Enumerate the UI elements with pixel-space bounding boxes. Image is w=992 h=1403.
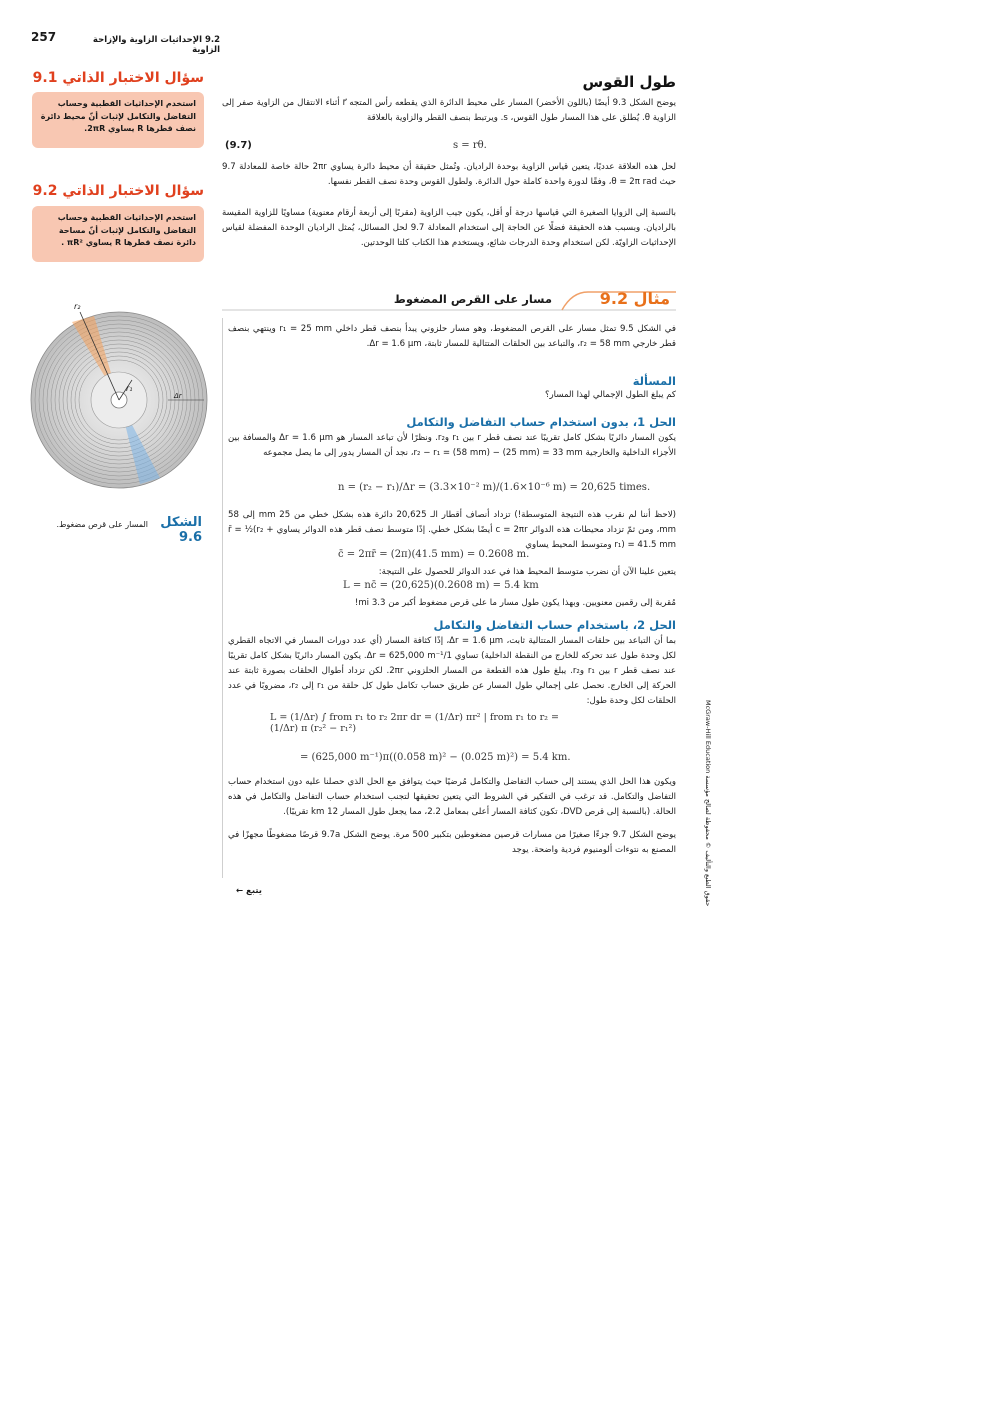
solution-1-paragraph-4: مُقربة إلى رقمين معنويين. وبهذا يكون طول مسار ما على قرص مضغوط أكبر من 3.3 mi! xyxy=(354,598,676,608)
equation-length-1: L = nc̄ = (20,625)(0.2608 m) = 5.4 km xyxy=(343,580,539,591)
section-title-arc-length: طول القوس xyxy=(582,73,676,91)
example-banner xyxy=(222,288,676,314)
delta-r-label: Δr xyxy=(174,392,182,400)
r2-label: r₂ xyxy=(74,302,81,311)
cd-figure xyxy=(28,300,210,500)
arc-length-paragraph-1: يوضح الشكل 9.3 أيضًا (باللون الأخضر) المسار على محيط الدائرة الذي يقطعه رأس المتجه r⃗ أثناء الانتقال من الزاوية صفر إلى الزاوية θ. يُطلق على هذا المسار طول القوس، s. ويرتبط بنصف القطر والزاوية بالعلاقة xyxy=(222,98,676,123)
solution-2-paragraph-3: يوضح الشكل 9.7 جزءًا صغيرًا من مسارات قرصين مضغوطين بتكبير 500 مرة. يوضح الشكل 9.7a قرصًا مضغوطًا مجهزًا في المصنع به نتوءات ألومنيوم فردية واضحة. يوجد xyxy=(228,830,676,855)
r1-label: r₁ xyxy=(126,384,133,393)
solution-1-heading: الحل 1، بدون استخدام حساب التفاضل والتكامل xyxy=(406,415,676,429)
solution-2-heading: الحل 2، باستخدام حساب التفاضل والتكامل xyxy=(433,618,676,632)
figure-caption: المسار على قرص مضغوط. xyxy=(56,520,148,529)
example-title: مسار على القرص المضغوط xyxy=(393,292,552,306)
equation-arc-length: s = rθ. xyxy=(453,140,487,151)
running-header: 9.2 الإحداثيات الزاوية والإزاحة الزاوية xyxy=(92,35,220,55)
continue-marker: يتبع ← xyxy=(235,886,262,896)
figure-label: الشكل 9.6 xyxy=(160,515,202,545)
solution-1-paragraph-2: (لاحظ أننا لم نقرب هذه النتيجة المتوسطة!) تزداد أنصاف أقطار الـ 20,625 دائرة هذه بشكل خطي من 25 mm إلى 58 mm، ومن ثمّ تزداد محيطات هذه الدوائر c = 2πr أيضًا بشكل خطي. إذًا متوسط نصف قطر هذه الدوائر يساوي r̄ = ½(r₂ + r₁) = 41.5 mm ومتوسط المحيط يساوي xyxy=(228,510,676,550)
cd-track-diagram xyxy=(28,300,210,500)
solution-2-paragraph-2: ويكون هذا الحل الذي يستند إلى حساب التفاضل والتكامل مُرضيًا حيث يتوافق مع الحل الذي حصلنا عليه دون استخدام حساب التفاضل والتكامل. قد ترغب في التفكير في الشروط التي يتعين تحقيقها لتجنب استخدام حساب التفاضل والتكامل في هذه الحالة. (بالنسبة إلى قرص DVD، تكون كثافة المسار أعلى بمعامل 2.2، مما يجعل طول المسار 12 km تقريبًا). xyxy=(228,777,676,817)
copyright-side-note: McGraw-Hill Education حقوق الطبع والتأليف © محفوظة لصالح مؤسسة xyxy=(704,700,712,907)
example-label: مثال 9.2 xyxy=(599,289,670,308)
arc-length-paragraph-3: بالنسبة إلى الزوايا الصغيرة التي قياسها درجة أو أقل، يكون جيب الزاوية (مقربًا إلى أربعة أرقام معنوية) مساويًا للزاوية المقيسة بالراديان. وبسبب هذه الحقيقة فضلًا عن الحاجة إلى استخدام المعادلة 9.7 لحل المسائل، يُمثل الراديان الوحدة المفضلة لقياس الإحداثيات الزاويّة. لكن استخدام وحدة الدرجات شائع، ويستخدم هذا الكتاب كلتا الوحدتين. xyxy=(222,208,677,248)
self-test-heading-1: سؤال الاختبار الذاتي 9.1 xyxy=(32,70,204,86)
problem-heading: المسألة xyxy=(632,374,676,388)
page-number: 257 xyxy=(31,30,57,44)
self-test-heading-2: سؤال الاختبار الذاتي 9.2 xyxy=(32,183,204,199)
example-left-rule xyxy=(222,318,223,878)
equation-length-2: = (625,000 m⁻¹)π((0.058 m)² − (0.025 m)²) = 5.4 km. xyxy=(300,752,571,763)
example-intro: في الشكل 9.5 تمثل مسار على القرص المضغوط، وهو مسار حلزوني يبدأ بنصف قطر داخلي r₁ = 25 mm وينتهي بنصف قطر خارجي r₂ = 58 mm، والتباعد بين الحلقات المتتالية للمسار ثابتة، Δr = 1.6 μm. xyxy=(228,324,677,349)
equation-turns: n = (r₂ − r₁)/Δr = (3.3×10⁻² m)/(1.6×10⁻⁶ m) = 20,625 times. xyxy=(338,482,651,493)
equation-mean-circumference: c̄ = 2πr̄ = (2π)(41.5 mm) = 0.2608 m. xyxy=(338,549,530,560)
solution-1-paragraph-3: يتعين علينا الآن أن نضرب متوسط المحيط هذا في عدد الدوائر للحصول على النتيجة: xyxy=(378,567,676,577)
self-test-box-2: استخدم الإحداثيات القطبية وحساب التفاضل والتكامل لإثبات أنّ مساحة دائرة نصف قطرها R يساوي πR² . xyxy=(32,206,204,262)
self-test-box-1: استخدم الإحداثيات القطبية وحساب التفاضل والتكامل لإثبات أنّ محيط دائرة نصف قطرها R يساوي 2πR. xyxy=(32,92,204,148)
arc-length-paragraph-2: لحل هذه العلاقة عدديًا، يتعين قياس الزاوية بوحدة الراديان. وتُمثل حقيقة أن محيط دائرة يساوي 2πr حالة خاصة للمعادلة 9.7 حيث θ = 2π rad، وفقًا لدورة واحدة كاملة حول الدائرة. ولطول القوس وحدة نصف القطر نفسها. xyxy=(222,162,677,187)
equation-integral: L = (1/Δr) ∫ from r₁ to r₂ 2πr dr = (1/Δr) πr² | from r₁ to r₂ = (1/Δr) π (r₂² − r₁²) xyxy=(270,712,559,734)
equation-number: (9.7) xyxy=(225,140,252,151)
problem-text: كم يبلغ الطول الإجمالي لهذا المسار؟ xyxy=(544,390,676,400)
solution-2-paragraph-1: بما أن التباعد بين حلقات المسار المتتالية ثابت، Δr = 1.6 μm، إذًا كثافة المسار (أي عدد دورات المسار في الاتجاه القطري لكل وحدة طول عند تحركه للخارج من النقطة الداخلية) تساوي 1/Δr = 625,000 m⁻¹. يكون المسار دائريًا بشكل كامل تقريبًا عند نصف قطر r بين r₁ وr₂. يبلغ طول هذه القطعة من المسار الحلزوني 2πr. لكن تزداد أطوال الحلقات بصورة ثابتة عند الحركة إلى الخارج. نحصل على إجمالي طول المسار عن طريق حساب تكامل طول كل حلقة من r₁ إلى r₂، مضروبًا في عدد الحلقات لكل وحدة طول: xyxy=(228,636,676,706)
solution-1-paragraph-1: يكون المسار دائريًا بشكل كامل تقريبًا عند نصف قطر r بين r₁ وr₂. ونظرًا لأن تباعد المسار هو Δr = 1.6 μm والمسافة بين الأجزاء الداخلية والخارجية r₂ − r₁ = (58 mm) − (25 mm) = 33 mm، نجد أن المسار يدور إلى ما يصل مجموعه xyxy=(228,433,676,458)
